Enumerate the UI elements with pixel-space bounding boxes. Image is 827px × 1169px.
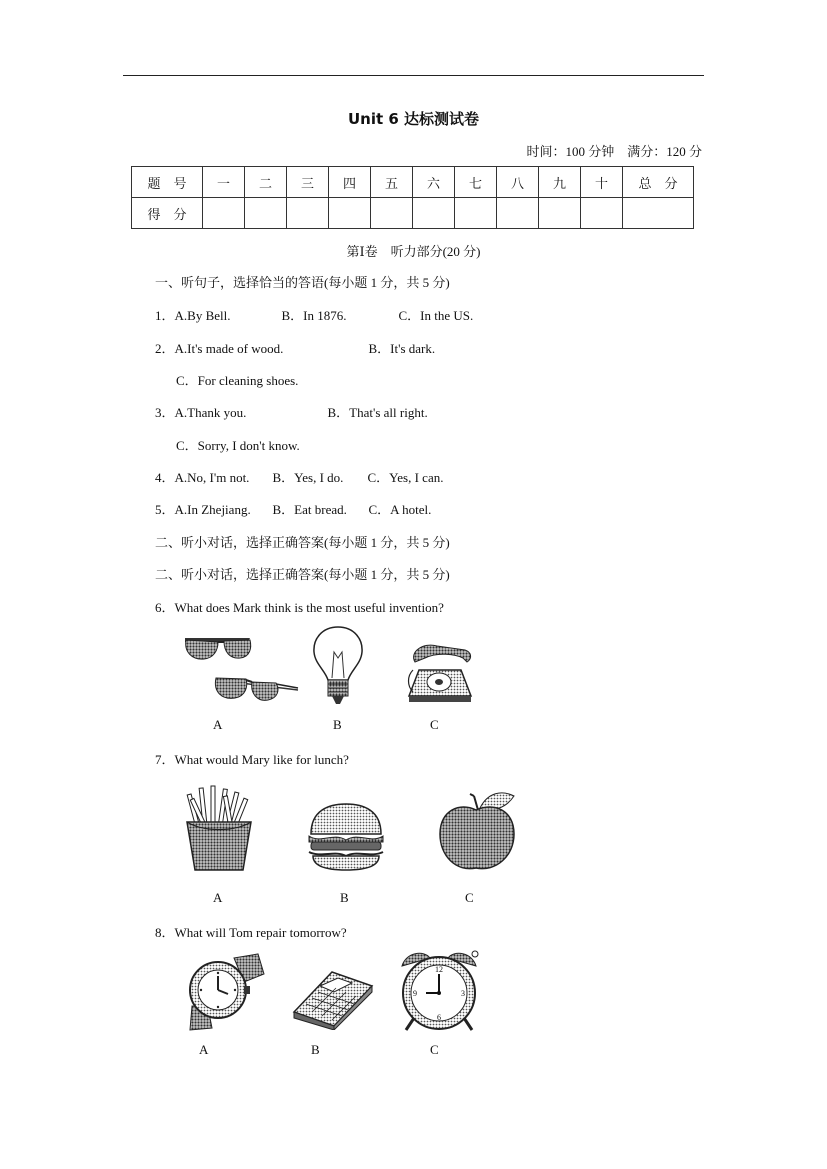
option-a: A.It's made of wood. [174, 341, 284, 356]
telephone-icon [405, 640, 477, 706]
header-rule [123, 75, 704, 76]
option-b: B．Eat bread. [272, 502, 347, 517]
image-label-b: B [311, 1042, 320, 1057]
question-number: 7． [155, 752, 175, 767]
alarm-clock-icon [396, 948, 482, 1034]
score-cell: 题 号 [132, 167, 203, 198]
question-text: What does Mark think is the most useful invention? [174, 600, 444, 615]
image-label-c: C [465, 890, 474, 905]
question-number: 5． [155, 502, 175, 517]
option-a: A.In Zhejiang. [174, 502, 251, 517]
hamburger-icon [305, 800, 387, 872]
option-c: C．In the US. [398, 308, 474, 323]
image-label-b: B [333, 717, 342, 732]
score-entry-cell[interactable] [497, 198, 539, 229]
question-3 [155, 402, 428, 421]
score-cell: 得 分 [132, 198, 203, 229]
score-entry-cell[interactable] [455, 198, 497, 229]
question-4 [155, 467, 443, 486]
part1-heading: 一、听句子，选择恰当的答语(每小题 1 分，共 5 分) [155, 275, 450, 290]
option-b: B．Yes, I do. [272, 470, 344, 485]
score-cell: 八 [497, 167, 539, 198]
question-number: 6． [155, 600, 175, 615]
question-2 [155, 338, 435, 357]
svg-text:12: 12 [435, 965, 443, 974]
score-cell: 二 [245, 167, 287, 198]
option-b: B．That's all right. [327, 405, 428, 420]
score-entry-cell[interactable] [203, 198, 245, 229]
french-fries-icon [183, 784, 255, 874]
image-label-b: B [340, 890, 349, 905]
image-label-a: A [213, 890, 223, 905]
option-b: B．In 1876. [281, 308, 347, 323]
time-info: 时间：100 分钟 满分：120 分 [526, 144, 702, 159]
score-cell: 七 [455, 167, 497, 198]
question-number: 4． [155, 470, 175, 485]
question-7 [155, 749, 349, 768]
question-1 [155, 305, 473, 324]
calculator-icon [290, 968, 376, 1030]
question-8 [155, 922, 347, 941]
score-cell: 总 分 [623, 167, 694, 198]
question-number: 3． [155, 405, 175, 420]
score-cell: 三 [287, 167, 329, 198]
option-b: B．It's dark. [368, 341, 436, 356]
sunglasses-icon [180, 630, 305, 710]
score-cell: 六 [413, 167, 455, 198]
score-cell: 四 [329, 167, 371, 198]
light-bulb-icon [308, 624, 368, 710]
question-number: 2． [155, 341, 175, 356]
score-cell: 一 [203, 167, 245, 198]
question-text: What would Mary like for lunch? [174, 752, 349, 767]
question-3-option-c: C．Sorry, I don't know. [176, 438, 300, 453]
score-table-score-row [132, 198, 694, 229]
image-label-c: C [430, 717, 439, 732]
question-6 [155, 597, 444, 616]
option-a: A.No, I'm not. [174, 470, 250, 485]
score-entry-cell[interactable] [623, 198, 694, 229]
svg-text:3: 3 [461, 989, 465, 998]
option-c: C．Yes, I can. [367, 470, 444, 485]
image-label-a: A [213, 717, 223, 732]
image-label-a: A [199, 1042, 209, 1057]
score-entry-cell[interactable] [539, 198, 581, 229]
score-entry-cell[interactable] [287, 198, 329, 229]
question-2-option-c: C．For cleaning shoes. [176, 373, 299, 388]
score-entry-cell[interactable] [245, 198, 287, 229]
question-number: 1． [155, 308, 175, 323]
score-entry-cell[interactable] [329, 198, 371, 229]
watch-icon [182, 952, 266, 1032]
svg-text:6: 6 [437, 1013, 441, 1022]
score-entry-cell[interactable] [581, 198, 623, 229]
svg-text:9: 9 [413, 989, 417, 998]
option-a: A.By Bell. [174, 308, 231, 323]
option-a: A.Thank you. [174, 405, 247, 420]
score-cell: 五 [371, 167, 413, 198]
section-title: 第Ⅰ卷 听力部分(20 分) [346, 244, 481, 259]
score-table [131, 166, 694, 229]
question-number: 8． [155, 925, 175, 940]
question-5 [155, 499, 431, 518]
page-title: Unit 6 达标测试卷 [347, 110, 480, 128]
image-label-c: C [430, 1042, 439, 1057]
question-text: What will Tom repair tomorrow? [174, 925, 347, 940]
score-table-header-row [132, 167, 694, 198]
part2-heading-repeat: 二、听小对话，选择正确答案(每小题 1 分，共 5 分) [155, 567, 450, 582]
score-cell: 十 [581, 167, 623, 198]
score-entry-cell[interactable] [371, 198, 413, 229]
score-cell: 九 [539, 167, 581, 198]
part2-heading: 二、听小对话，选择正确答案(每小题 1 分，共 5 分) [155, 535, 450, 550]
apple-icon [436, 788, 520, 874]
score-entry-cell[interactable] [413, 198, 455, 229]
option-c: C．A hotel. [368, 502, 432, 517]
